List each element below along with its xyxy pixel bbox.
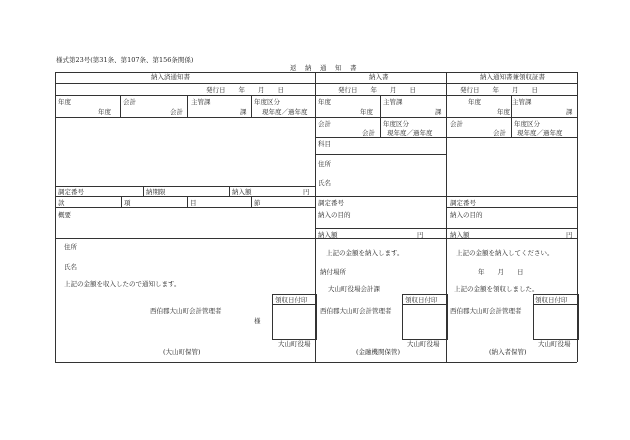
stamp-label-2: 領収日付印 (405, 296, 438, 304)
left-info-row-bottom (55, 186, 315, 187)
form-number: 様式第23号(第31条、第107条、第156条関係) (56, 56, 194, 64)
fiscal-year-unit-1: 年度 (98, 108, 111, 116)
year-type-values-2: 現年度／過年度 (387, 129, 433, 137)
account-label-1: 会計 (123, 98, 136, 106)
purpose-label-2: 納入の目的 (318, 211, 351, 219)
row-amount-bottom (55, 238, 577, 239)
ka-unit-3: 課 (566, 108, 573, 116)
issue-date-3: 発行日 年 月 日 (460, 86, 538, 94)
mid-item-row-bottom (315, 154, 446, 155)
section-notice-header: 納入済通知書 (151, 73, 190, 81)
account-unit-1: 会計 (170, 108, 183, 116)
ka-unit-2: 課 (435, 108, 442, 116)
right-col-1 (511, 95, 512, 137)
address-label-2: 住所 (318, 160, 331, 168)
stamp-box-1 (272, 294, 317, 340)
left-amount-col (229, 186, 230, 196)
left-kan-row-bottom (55, 207, 315, 208)
form-title: 返 納 通 知 書 (290, 64, 358, 72)
left-due-col (143, 186, 144, 196)
stamp-box-2-divider (402, 304, 446, 305)
amount-label-3: 納入額 (450, 231, 470, 239)
keep-bank-label: (金融機関保管) (356, 348, 401, 356)
fiscal-year-label-3: 年度 (468, 98, 481, 106)
adjust-no-label-1: 調定番号 (58, 188, 84, 196)
stamp-box-2 (402, 294, 448, 340)
stamp-box-3-divider (533, 304, 577, 305)
pay-message: 上記の金額を納入します。 (326, 249, 404, 257)
year-type-label-3: 年度区分 (514, 120, 540, 128)
town-office-2: 大山町役場 (407, 340, 440, 348)
left-moku-col (187, 196, 188, 207)
received-done-message: 上記の金額を領収しました。 (454, 285, 539, 293)
adjust-no-label-2: 調定番号 (318, 199, 344, 207)
left-col-1 (120, 95, 121, 117)
address-label-1: 住所 (64, 243, 77, 251)
accountant-2: 西伯郡大山町会計管理者 (320, 307, 392, 315)
section-payment-header: 納入書 (369, 73, 389, 81)
pay-please-message: 上記の金額を納入してください。 (456, 249, 554, 257)
stamp-box-1-divider (272, 304, 315, 305)
year-type-label-2: 年度区分 (383, 120, 409, 128)
row-date-bottom (55, 95, 577, 96)
row-header-bottom (55, 83, 577, 84)
year-type-values-3: 現年度／過年度 (517, 129, 563, 137)
keep-payer-label: (納入者保管) (489, 348, 527, 356)
left-setsu-col (251, 196, 252, 207)
town-office-3: 大山町役場 (538, 340, 571, 348)
fiscal-year-label-1: 年度 (58, 98, 71, 106)
item-label: 科目 (318, 140, 331, 148)
mid-purpose-row-bottom (315, 228, 446, 229)
issue-date-1: 発行日 年 月 日 (206, 86, 284, 94)
border-left (55, 72, 56, 362)
account-unit-2: 会計 (362, 129, 375, 137)
year-type-values-1: 現年度／過年度 (262, 108, 308, 116)
kan-label: 款 (58, 199, 65, 207)
dept-label-2: 主管課 (383, 98, 403, 106)
cashier-label: 大山町役場会計課 (328, 285, 380, 293)
stamp-label-1: 領収日付印 (275, 296, 308, 304)
dept-label-1: 主管課 (191, 98, 211, 106)
left-col-3 (251, 95, 252, 117)
right-adjust-row-bottom (446, 207, 577, 208)
border-top (55, 72, 577, 73)
adjust-no-label-3: 調定番号 (450, 199, 476, 207)
moku-label: 目 (190, 199, 197, 207)
yen-unit-3: 円 (566, 231, 573, 239)
accountant-1: 西伯郡大山町会計管理者 (150, 307, 222, 315)
issue-date-2: 発行日 年 月 日 (338, 86, 416, 94)
amount-label-1: 納入額 (232, 188, 252, 196)
summary-label: 概要 (58, 211, 71, 219)
section-receipt-header: 納入通知書兼領収証書 (480, 73, 545, 81)
mid-col-1 (380, 95, 381, 137)
row-adjust-bottom (55, 196, 577, 197)
received-message: 上記の金額を収入したので通知します。 (64, 280, 181, 288)
fiscal-year-unit-2: 年度 (360, 108, 373, 116)
year-type-label-1: 年度区分 (254, 98, 280, 106)
fiscal-year-unit-3: 年度 (497, 108, 510, 116)
left-kou-col (121, 196, 122, 207)
mid-account-row-bottom (315, 137, 446, 138)
dept-label-3: 主管課 (512, 98, 532, 106)
kou-label: 項 (124, 199, 131, 207)
ka-unit-1: 課 (240, 108, 247, 116)
yen-unit-1: 円 (303, 188, 310, 196)
account-label-2: 会計 (318, 120, 331, 128)
right-account-row-bottom (446, 137, 577, 138)
name-label-2: 氏名 (318, 179, 331, 187)
stamp-box-3 (533, 294, 579, 340)
right-purpose-row-bottom (446, 228, 577, 229)
purpose-label-3: 納入の目的 (450, 211, 483, 219)
name-label-1: 氏名 (64, 263, 77, 271)
yen-unit-2: 円 (417, 231, 424, 239)
setsu-label: 節 (254, 199, 261, 207)
border-bottom (55, 362, 577, 363)
stamp-label-3: 領収日付印 (535, 296, 568, 304)
keep-town-label: (大山町保管) (163, 348, 201, 356)
left-fiscal-row-bottom (55, 117, 315, 118)
account-unit-3: 会計 (493, 129, 506, 137)
sama-label: 様 (254, 317, 261, 325)
amount-label-2: 納入額 (318, 231, 338, 239)
town-office-1: 大山町役場 (278, 340, 311, 348)
account-label-3: 会計 (450, 120, 463, 128)
accountant-3: 西伯郡大山町会計管理者 (450, 307, 522, 315)
due-date-label: 納期限 (146, 188, 166, 196)
month-day-label: 年 月 日 (478, 268, 524, 276)
left-col-2 (187, 95, 188, 117)
fiscal-year-label-2: 年度 (318, 98, 331, 106)
pay-place-label: 納付場所 (320, 268, 346, 276)
